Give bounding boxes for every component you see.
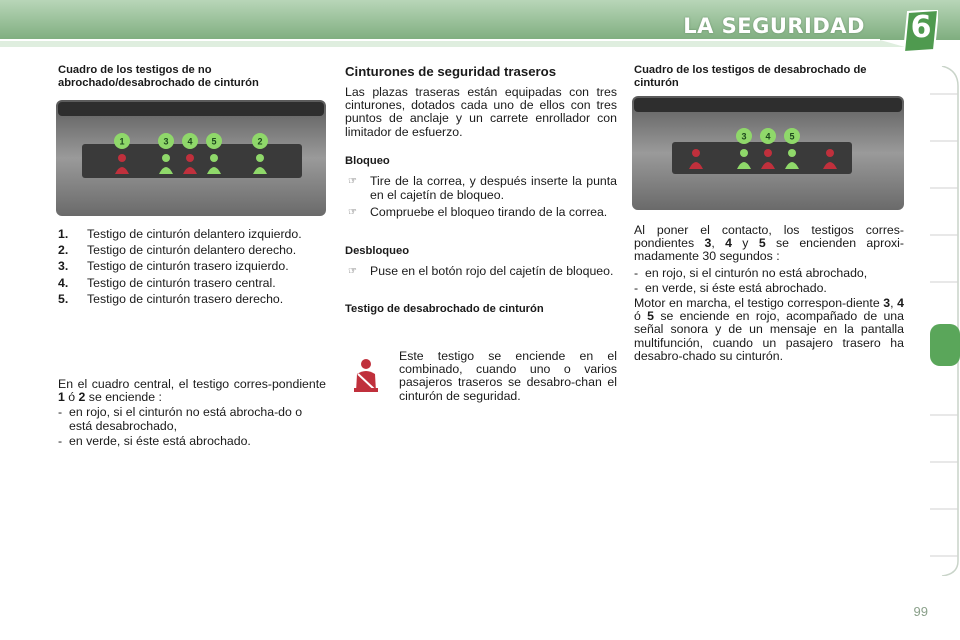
- testigo-heading: Testigo de desabrochado de cinturón: [345, 302, 544, 315]
- hand-pointer-icon: ☞: [348, 176, 357, 188]
- intro-paragraph: Las plazas traseras están equipadas con tres cinturones, dotados cada uno de ellos con tres puntos de anclaje y un carrete enrollador con limitador de esfuerzo.: [345, 85, 617, 139]
- right-description: [634, 224, 904, 363]
- bloqueo-heading: Bloqueo: [345, 154, 390, 167]
- left-column: [58, 64, 326, 89]
- list-item: ☞ Tire de la correa, y después inserte la punta en el cajetín de bloqueo.: [345, 175, 617, 201]
- section-heading: Cinturones de seguridad traseros: [345, 64, 557, 79]
- hand-pointer-icon: ☞: [348, 266, 357, 278]
- led-number-5: 5: [211, 136, 217, 147]
- list-item: ☞ Puse en el botón rojo del cajetín de bloqueo.: [345, 265, 617, 278]
- list-item: - en verde, si éste está abrochado.: [634, 280, 827, 295]
- left-description: [58, 378, 326, 448]
- seatbelt-warning-icon: [349, 358, 383, 394]
- right-heading: Cuadro de los testigos de desabrochado de cinturón: [634, 64, 867, 89]
- list-item: 1. Testigo de cinturón delantero izquierdo.: [58, 227, 302, 241]
- warning-light-list: [58, 228, 326, 309]
- led-number-3: 3: [741, 131, 747, 142]
- right-column: [634, 64, 904, 89]
- chapter-number: 6: [910, 10, 932, 45]
- ignition-paragraph: Al poner el contacto, los testigos corres-pondientes 3, 4 y 5 se encienden aproxi-madamente 30 segundos :: [634, 223, 905, 264]
- chapter-tabs: [928, 66, 960, 576]
- list-item: ☞ Compruebe el bloqueo tirando de la correa.: [345, 206, 617, 219]
- list-item: 2. Testigo de cinturón delantero derecho.: [58, 243, 297, 258]
- led-number-4: 4: [765, 131, 771, 142]
- led-number-1: 1: [119, 136, 125, 147]
- list-item: - en verde, si éste está abrochado.: [58, 433, 251, 448]
- page-number: 99: [913, 604, 928, 619]
- list-item: 3. Testigo de cinturón trasero izquierdo.: [58, 259, 289, 274]
- active-chapter-tab[interactable]: [930, 324, 960, 366]
- desbloqueo-heading: Desbloqueo: [345, 244, 410, 257]
- list-item: 5. Testigo de cinturón trasero derecho.: [58, 291, 284, 306]
- list-item: - en rojo, si el cinturón no está abrocha-do o está desabrochado,: [58, 405, 303, 433]
- central-panel-text: En el cuadro central, el testigo corres-pondiente 1 ó 2 se enciende :: [58, 377, 326, 405]
- engine-running-paragraph: Motor en marcha, el testigo correspon-diente 3, 4 ó 5 se enciende en rojo, acompañado de una señal sonora y de un mensaje en la pantalla multifunción, cuando un pasajero trasero ha desabro-chado su cinturón.: [634, 296, 904, 363]
- middle-column: [345, 64, 617, 315]
- led-number-5: 5: [789, 131, 795, 142]
- page-header: [0, 0, 960, 48]
- list-item: 4. Testigo de cinturón trasero central.: [58, 275, 276, 290]
- testigo-text: Este testigo se enciende en el combinado, cuando uno o varios pasajeros traseros se desabro-chan el cinturón de seguridad.: [399, 349, 617, 403]
- led-number-3: 3: [163, 136, 169, 147]
- section-title: LA SEGURIDAD: [683, 14, 865, 38]
- hand-pointer-icon: ☞: [348, 206, 357, 218]
- front-seatbelt-warning-panel: [56, 100, 326, 216]
- list-item: - en rojo, si el cinturón no está abrochado,: [634, 265, 868, 280]
- led-number-2: 2: [257, 136, 263, 147]
- rear-seatbelt-warning-panel: [632, 96, 904, 210]
- left-heading: Cuadro de los testigos de no abrochado/desabrochado de cinturón: [58, 64, 259, 89]
- led-number-4: 4: [187, 136, 193, 147]
